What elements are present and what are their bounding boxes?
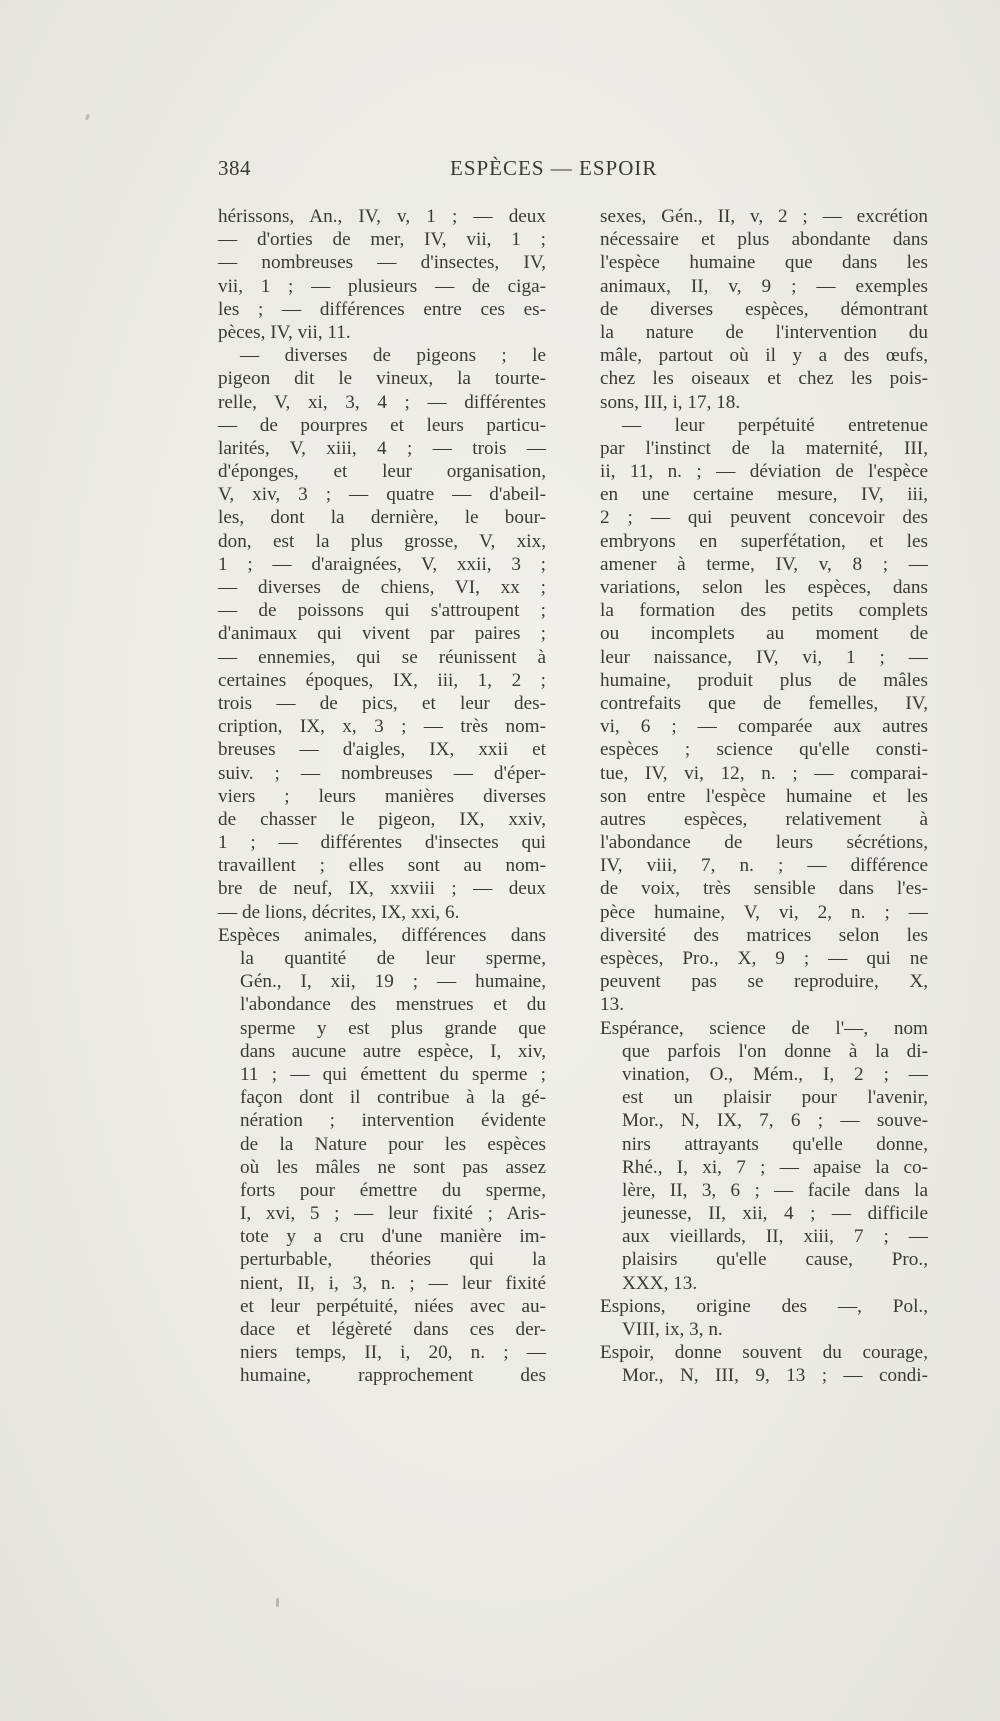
index-line: plaisirs qu'elle cause, Pro., <box>622 1249 928 1271</box>
index-line: contrefaits que de femelles, IV, <box>600 692 928 714</box>
right-column <box>600 205 928 1388</box>
index-line: suiv. ; — nombreuses — d'éper- <box>218 762 546 784</box>
index-line: son entre l'espèce humaine et les <box>600 785 928 807</box>
index-line: ou incomplets au moment de <box>600 623 928 645</box>
index-line: l'espèce humaine que dans les <box>600 252 928 274</box>
index-line: Mor., N, IX, 7, 6 ; — souve- <box>622 1110 928 1132</box>
index-line: Espoir, donne souvent du courage, <box>600 1342 928 1364</box>
index-line: hérissons, An., IV, v, 1 ; — deux <box>218 206 546 227</box>
index-line: d'animaux qui vivent par paires ; <box>218 623 546 645</box>
index-line: relle, V, xi, 3, 4 ; — différentes <box>218 391 546 413</box>
index-line: pigeon dit le vineux, la tourte- <box>218 368 546 390</box>
index-line: Rhé., I, xi, 7 ; — apaise la co- <box>622 1156 928 1178</box>
index-line: et leur perpétuité, niées avec au- <box>240 1295 546 1317</box>
index-line: Espérance, science de l'—, nom <box>600 1017 928 1039</box>
index-line: leur naissance, IV, vi, 1 ; — <box>600 646 928 668</box>
index-line: ii, 11, n. ; — déviation de l'espèce <box>600 461 928 483</box>
index-line: — de pourpres et leurs particu- <box>218 414 546 436</box>
index-line: 2 ; — qui peuvent concevoir des <box>600 507 928 529</box>
index-line: variations, selon les espèces, dans <box>600 577 928 598</box>
index-line: espèces, Pro., X, 9 ; — qui ne <box>600 948 928 969</box>
index-line: niers temps, II, i, 20, n. ; — <box>240 1342 546 1364</box>
index-line: IV, viii, 7, n. ; — différence <box>600 855 928 877</box>
page-header <box>218 156 930 186</box>
index-line: Espèces animales, différences dans <box>218 924 546 946</box>
index-line: l'abondance des menstrues et du <box>240 994 546 1016</box>
index-line: pèces, IV, vii, 11. <box>218 321 351 343</box>
index-line: lère, II, 3, 6 ; — facile dans la <box>622 1179 928 1201</box>
index-line: que parfois l'on donne à la di- <box>622 1040 928 1062</box>
index-line: les, dont la dernière, le bour- <box>218 507 546 529</box>
index-line: XXX, 13. <box>622 1272 698 1294</box>
index-line: trois — de pics, et leur des- <box>218 692 546 714</box>
index-line: de voix, très sensible dans l'es- <box>600 878 928 900</box>
index-line: espèces ; science qu'elle consti- <box>600 739 928 761</box>
index-line: Espions, origine des —, Pol., <box>600 1295 928 1317</box>
index-line: travaillent ; elles sont au nom- <box>218 855 546 877</box>
index-line: chez les oiseaux et chez les pois- <box>600 368 928 390</box>
index-line: jeunesse, II, xii, 4 ; — difficile <box>622 1203 928 1225</box>
index-line: — d'orties de mer, IV, vii, 1 ; <box>218 229 546 251</box>
left-column <box>218 205 546 1388</box>
index-line: tue, IV, vi, 12, n. ; — comparai- <box>600 762 928 784</box>
index-line: don, est la plus grosse, V, xix, <box>218 530 546 552</box>
index-line: la quantité de leur sperme, <box>240 948 546 969</box>
index-line: VIII, ix, 3, n. <box>622 1319 723 1340</box>
index-line: vination, O., Mém., I, 2 ; — <box>622 1063 928 1085</box>
index-line: breuses — d'aigles, IX, xxii et <box>218 739 546 761</box>
index-line: aux vieillards, II, xiii, 7 ; — <box>622 1226 928 1248</box>
index-line: dans aucune autre espèce, I, xiv, <box>240 1040 546 1062</box>
index-line: I, xvi, 5 ; — leur fixité ; Aris- <box>240 1203 546 1225</box>
index-line: de la Nature pour les espèces <box>240 1133 546 1155</box>
index-line: embryons en superfétation, et les <box>600 530 928 552</box>
index-line: vi, 6 ; — comparée aux autres <box>600 716 928 738</box>
index-line: nécessaire et plus abondante dans <box>600 229 928 251</box>
paper-speck <box>276 1598 279 1607</box>
index-line: de chasser le pigeon, IX, xxiv, <box>218 808 546 830</box>
index-line: certaines époques, IX, iii, 1, 2 ; <box>218 669 546 691</box>
index-line: — diverses de pigeons ; le <box>240 345 546 367</box>
index-line: 1 ; — différentes d'insectes qui <box>218 832 546 854</box>
index-line: sons, III, i, 17, 18. <box>600 391 741 413</box>
index-line: d'éponges, et leur organisation, <box>218 461 546 483</box>
index-line: où les mâles ne sont pas assez <box>240 1156 546 1178</box>
index-line: animaux, II, v, 9 ; — exemples <box>600 275 928 297</box>
index-line: cription, IX, x, 3 ; — très nom- <box>218 716 546 738</box>
page-number: 384 <box>218 156 251 180</box>
index-line: tote y a cru d'une manière im- <box>240 1226 546 1248</box>
index-line: V, xiv, 3 ; — quatre — d'abeil- <box>218 484 546 506</box>
index-line: vii, 1 ; — plusieurs — de ciga- <box>218 275 546 297</box>
index-line: — leur perpétuité entretenue <box>622 414 928 436</box>
index-line: autres espèces, relativement à <box>600 808 928 830</box>
index-line: humaine, rapprochement des <box>240 1365 546 1387</box>
running-head: ESPÈCES — ESPOIR <box>450 156 658 180</box>
index-line: larités, V, xiii, 4 ; — trois — <box>218 437 546 459</box>
index-line: nient, II, i, 3, n. ; — leur fixité <box>240 1272 546 1294</box>
index-line: — de poissons qui s'attroupent ; <box>218 600 546 622</box>
index-line: 1 ; — d'araignées, V, xxii, 3 ; <box>218 553 546 575</box>
index-line: sexes, Gén., II, v, 2 ; — excrétion <box>600 206 928 227</box>
index-line: façon dont il contribue à la gé- <box>240 1087 546 1109</box>
index-line: humaine, produit plus de mâles <box>600 669 928 691</box>
index-line: perturbable, théories qui la <box>240 1249 546 1271</box>
index-line: 11 ; — qui émettent du sperme ; <box>240 1063 546 1085</box>
index-line: en une certaine mesure, IV, iii, <box>600 484 928 506</box>
index-line: viers ; leurs manières diverses <box>218 785 546 807</box>
index-line: nirs attrayants qu'elle donne, <box>622 1133 928 1155</box>
index-line: forts pour émettre du sperme, <box>240 1179 546 1201</box>
index-line: de diverses espèces, démontrant <box>600 298 928 320</box>
index-line: peuvent pas se reproduire, X, <box>600 971 928 993</box>
index-line: amener à terme, IV, v, 8 ; — <box>600 553 928 575</box>
index-line: — nombreuses — d'insectes, IV, <box>218 252 546 274</box>
index-line: par l'instinct de la maternité, III, <box>600 437 928 459</box>
index-line: — de lions, décrites, IX, xxi, 6. <box>218 901 460 923</box>
index-line: bre de neuf, IX, xxviii ; — deux <box>218 878 546 900</box>
index-line: la formation des petits complets <box>600 600 928 622</box>
index-line: pèce humaine, V, vi, 2, n. ; — <box>600 901 928 923</box>
index-line: — diverses de chiens, VI, xx ; <box>218 577 546 598</box>
index-line: Gén., I, xii, 19 ; — humaine, <box>240 971 546 993</box>
index-line: 13. <box>600 994 624 1016</box>
index-line: Mor., N, III, 9, 13 ; — condi- <box>622 1365 928 1387</box>
index-line: est un plaisir pour l'avenir, <box>622 1087 928 1109</box>
index-line: la nature de l'intervention du <box>600 321 928 343</box>
index-line: mâle, partout où il y a des œufs, <box>600 345 928 367</box>
index-line: les ; — différences entre ces es- <box>218 298 546 320</box>
index-line: sperme y est plus grande que <box>240 1017 546 1039</box>
index-line: l'abondance de leurs sécrétions, <box>600 832 928 854</box>
index-line: — ennemies, qui se réunissent à <box>218 646 546 668</box>
index-line: nération ; intervention évidente <box>240 1110 546 1132</box>
index-line: diversité des matrices selon les <box>600 924 928 946</box>
index-line: dace et légèreté dans ces der- <box>240 1319 546 1340</box>
